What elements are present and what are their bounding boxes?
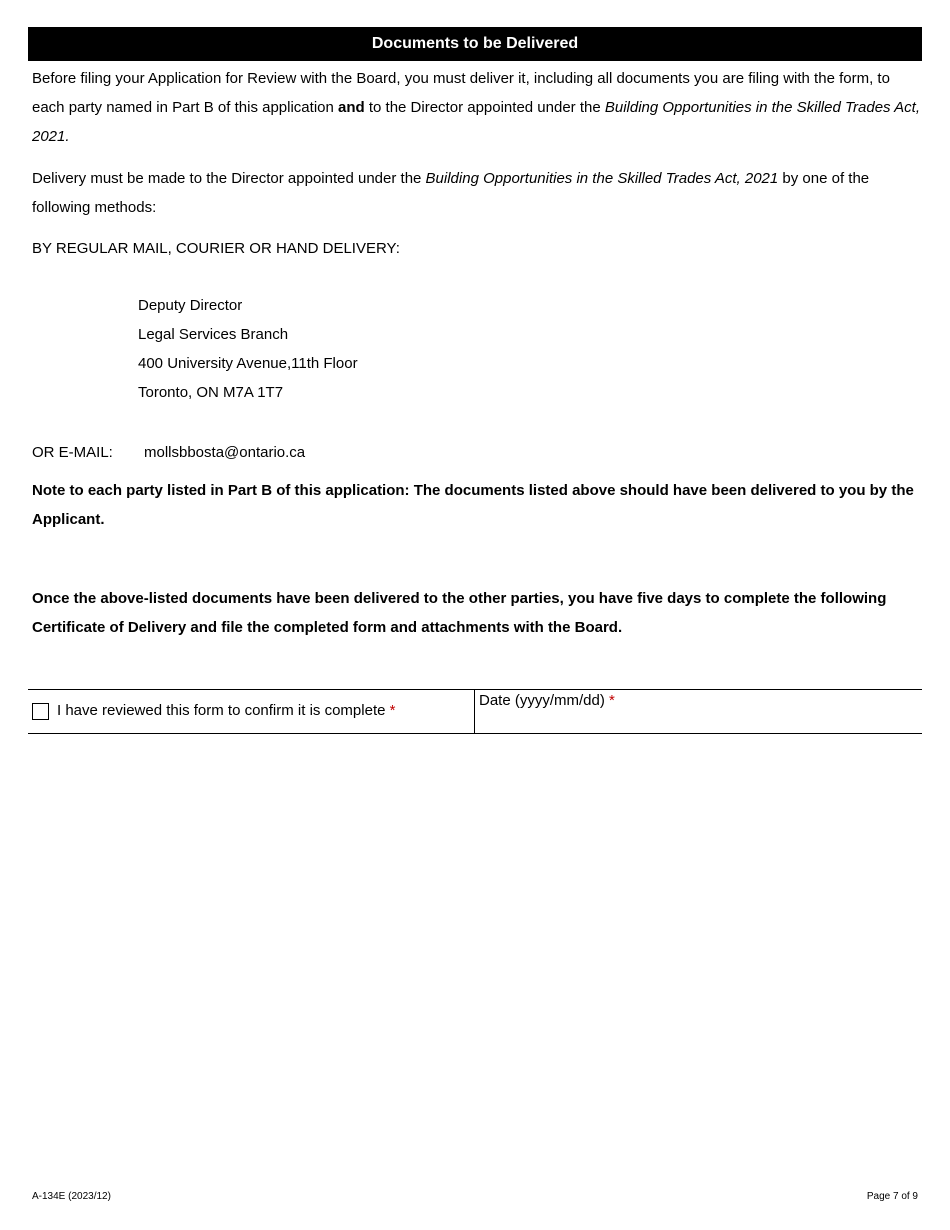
confirm-checkbox[interactable] — [32, 703, 49, 720]
confirmation-row — [28, 689, 922, 734]
date-field[interactable] — [479, 712, 915, 732]
section-title: Documents to be Delivered — [371, 35, 579, 52]
address-line: Deputy Director — [138, 297, 243, 314]
email-address[interactable]: mollsbbosta@ontario.ca — [144, 444, 306, 461]
mailing-address — [138, 291, 358, 407]
required-asterisk: * — [609, 692, 615, 709]
required-asterisk: * — [389, 702, 396, 719]
intro-text: Delivery must be made to the Director appointed under the — [32, 170, 426, 187]
form-code: A-134E (2023/12) — [32, 1191, 111, 1202]
delivery-method-heading: BY REGULAR MAIL, COURIER OR HAND DELIVERY: — [32, 240, 400, 257]
intro-bold-and: and — [338, 99, 365, 116]
intro-paragraph-2 — [32, 164, 924, 222]
address-line: Toronto, ON M7A 1T7 — [138, 384, 284, 401]
address-line: 400 University Avenue,11th Floor — [138, 355, 358, 372]
address-line: Legal Services Branch — [138, 326, 289, 343]
act-name: Building Opportunities in the Skilled Trades Act, 2021 — [425, 170, 779, 187]
intro-text: to the Director appointed under the — [364, 99, 605, 116]
intro-text: Before filing your Application for Review with the Board, you must deliver it, including all documents you are filing with the form, to each party named in Part B of this application — [32, 70, 890, 116]
intro-text: by one of the following methods: — [32, 170, 870, 216]
email-label: OR E-MAIL: — [32, 444, 113, 461]
date-label: Date (yyyy/mm/dd) * — [479, 692, 615, 709]
party-note: Note to each party listed in Part B of this application: The documents listed above should have been delivered to you by the Applicant. — [32, 482, 914, 528]
confirm-label: I have reviewed this form to confirm it is complete * — [57, 702, 396, 719]
confirm-cell — [28, 690, 475, 733]
page-number: Page 7 of 9 — [866, 1191, 918, 1202]
section-header — [28, 27, 922, 61]
delivery-instructions: Once the above-listed documents have been delivered to the other parties, you have five days to complete the following Certificate of Delivery and file the completed form and attachments with the Board. — [32, 590, 887, 636]
act-name: Building Opportunities in the Skilled Trades Act, 2021. — [32, 99, 921, 145]
intro-paragraph-1 — [32, 64, 924, 151]
